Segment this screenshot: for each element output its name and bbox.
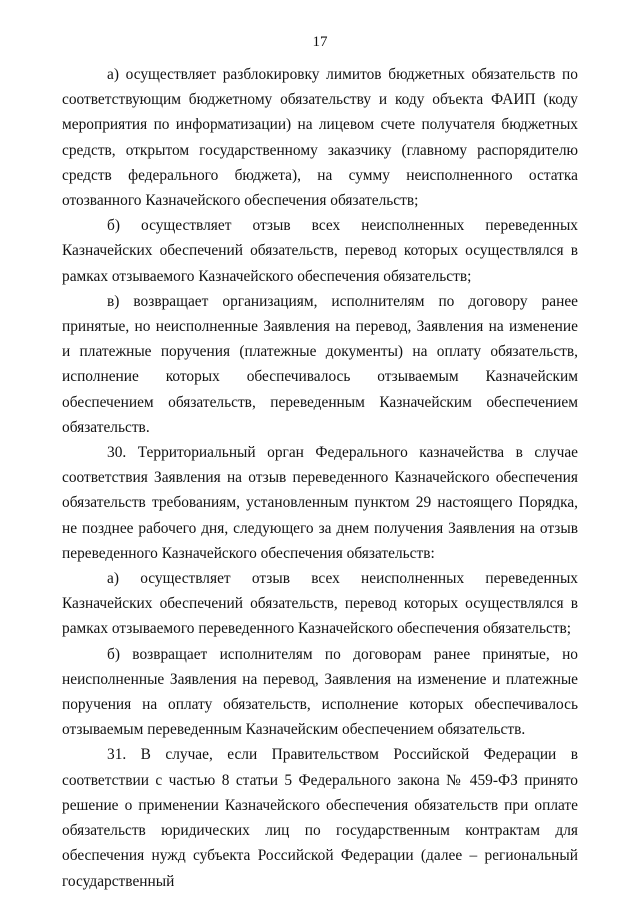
paragraph-30-b: б) возвращает исполнителям по договорам ранее принятые, но неисполненные Заявления на перевод, Заявления на изменение и платежные поручения на оплату обязательств, исполнение которых обеспечивалось отзываемым переведенным Казначейским обеспечением обязательств. [62, 645, 578, 739]
document-body [62, 62, 578, 894]
paragraph-30-a: а) осуществляет отзыв всех неисполненных переведенных Казначейских обеспечений обязательств, перевод которых осуществлялся в рамках отзываемого переведенного Казначейского обеспечения обязательств; [62, 570, 578, 638]
page-number: 17 [312, 34, 328, 50]
paragraph-31: 31. В случае, если Правительством Российской Федерации в соответствии с частью 8 статьи 5 Федерального закона № 459-ФЗ принято решение о применении Казначейского обеспечения обязательств при оплате обязательств юридических лиц по государственным контрактам для обеспечения нужд субъекта Российской Федерации (далее – региональный государственный [62, 746, 578, 890]
paragraph-a-unblock-limits: а) осуществляет разблокировку лимитов бюджетных обязательств по соответствующим бюджетному обязательству и коду объекта ФАИП (коду мероприятия по информатизации) на лицевом счете получателя бюджетных средств, открытом государственному заказчику (главному распорядителю средств федерального бюджета), на сумму неисполненного остатка отозванного Казначейского обеспечения обязательств; [62, 66, 578, 210]
paragraph-30: 30. Территориальный орган Федерального казначейства в случае соответствия Заявления на отзыв переведенного Казначейского обеспечения обязательств требованиям, установленным пунктом 29 настоящего Порядка, не позднее рабочего дня, следующего за днем получения Заявления на отзыв переведенного Казначейского обеспечения обязательств: [62, 444, 578, 562]
paragraph-b-revoke-transferred: б) осуществляет отзыв всех неисполненных переведенных Казначейских обеспечений обязательств, перевод которых осуществлялся в рамках отзываемого Казначейского обеспечения обязательств; [62, 217, 578, 285]
paragraph-v-return-documents: в) возвращает организациям, исполнителям по договору ранее принятые, но неисполненные Заявления на перевод, Заявления на изменение и платежные поручения (платежные документы) на оплату обязательств, исполнение которых обеспечивалось отзываемым Казначейским обеспечением обязательств, переведенным Казначейским обеспечением обязательств. [62, 292, 578, 436]
